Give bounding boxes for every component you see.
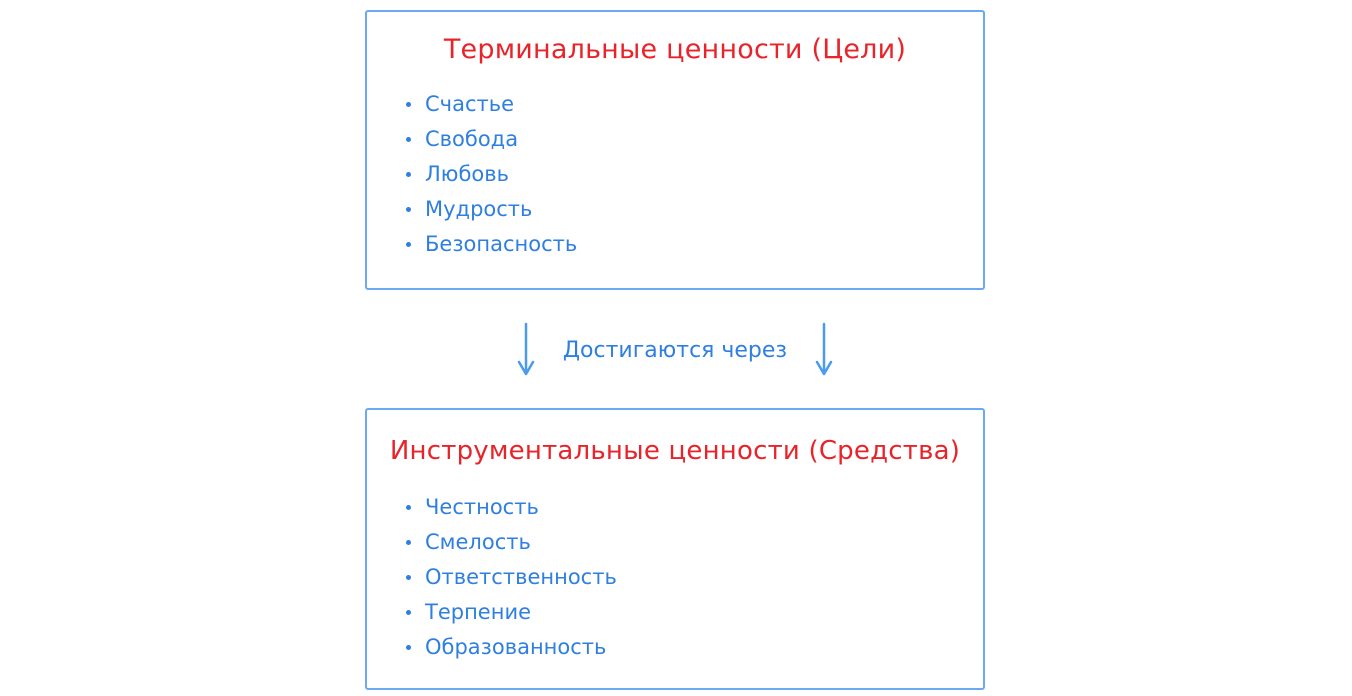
instrumental-values-list: [401, 490, 983, 665]
terminal-values-title: Терминальные ценности (Цели): [443, 34, 907, 65]
connector-group: [365, 300, 985, 400]
list-item: Любовь: [401, 157, 983, 192]
connector-label: Достигаются через: [562, 337, 788, 363]
arrow-down-icon: [515, 322, 537, 378]
terminal-values-list: [401, 87, 983, 262]
list-item: Свобода: [401, 122, 983, 157]
terminal-values-box: [365, 10, 985, 290]
list-item: Образованность: [401, 630, 983, 665]
list-item: Ответственность: [401, 560, 983, 595]
list-item: Счастье: [401, 87, 983, 122]
list-item: Мудрость: [401, 192, 983, 227]
instrumental-values-box: [365, 408, 985, 690]
instrumental-values-title: Инструментальные ценности (Средства): [389, 436, 961, 466]
list-item: Честность: [401, 490, 983, 525]
list-item: Безопасность: [401, 227, 983, 262]
arrow-down-icon: [813, 322, 835, 378]
list-item: Терпение: [401, 595, 983, 630]
list-item: Смелость: [401, 525, 983, 560]
